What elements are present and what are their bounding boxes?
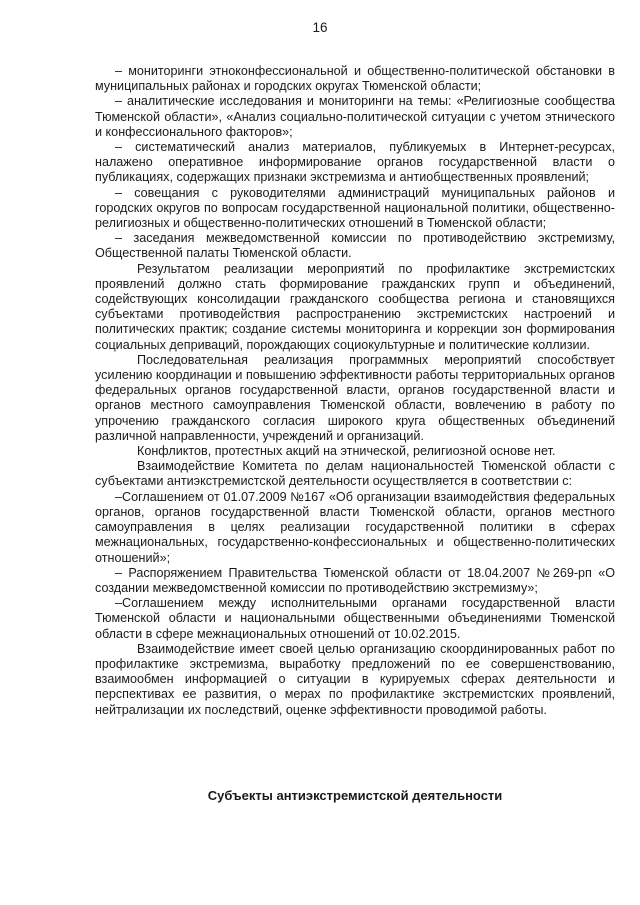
paragraph-interaction-basis: Взаимодействие Комитета по делам национальностей Тюменской области с субъектами антиэкстремистской деятельности осуществляется в соответствии с: [95, 459, 615, 489]
paragraph-implementation: Последовательная реализация программных мероприятий способствует усилению координации и повышению эффективности работы территориальных органов федеральных органов государственной власти, органов государственной власти и органов местного самоуправления Тюменской области, вовлечению в работу по упрочению гражданского согласия широкого круга общественных объединений различной направленности, учреждений и организаций. [95, 352, 615, 443]
list-item-order-2007: – Распоряжением Правительства Тюменской области от 18.04.2007 №269-рп «О создании межведомственной комиссии по противодействию экстремизму»; [95, 565, 615, 595]
section-heading: Субъекты антиэкстремистской деятельности [207, 788, 503, 803]
list-item-monitoring: – мониторинги этноконфессиональной и общественно-политической обстановки в муниципальных районах и городских округах Тюменской области; [95, 64, 615, 94]
paragraph-interaction-goal: Взаимодействие имеет своей целью организацию скоординированных работ по профилактике экстремизма, выработку предложений по ее совершенствованию, взаимообмен информацией о ситуации в курируемых сферах деятельности и перспективах ее развития, о мерах по профилактике экстремистских проявлений, нейтрализации их последствий, оценке эффективности проводимой работы. [95, 641, 615, 717]
paragraph-results: Результатом реализации мероприятий по профилактике экстремистских проявлений должно стать формирование гражданских групп и объединений, содействующих консолидации гражданского сообщества региона и становящихся субъектами противодействия распространению экстремистских настроений и политических практик; создание системы мониторинга и коррекции зон формирования социальных деприваций, порождающих социокультурные и политические коллизии. [95, 261, 615, 352]
list-item-analytics: – аналитические исследования и мониторинги на темы: «Религиозные сообщества Тюменской области», «Анализ социально-политической ситуации с учетом этнического и конфессионального факторов»; [95, 94, 615, 139]
list-item-agreement-2009: –Соглашением от 01.07.2009 №167 «Об организации взаимодействия федеральных органов, органов государственной власти Тюменской области, органов местного самоуправления в целях реализации государственной политики в сферах межнациональных, государственно-конфессиональных и общественно-политических отношений»; [95, 489, 615, 565]
paragraph-no-conflicts: Конфликтов, протестных акций на этнической, религиозной основе нет. [137, 444, 556, 459]
body-text [95, 64, 615, 718]
list-item-agreement-2015: –Соглашением между исполнительными органами государственной власти Тюменской области и национальными общественными объединениями Тюменской области в сфере межнациональных отношений от 10.02.2015. [95, 596, 615, 641]
page-number: 16 [312, 20, 328, 35]
list-item-commission: – заседания межведомственной комиссии по противодействию экстремизму, Общественной палаты Тюменской области. [95, 231, 615, 261]
list-item-meetings: – совещания с руководителями администраций муниципальных районов и городских округов по вопросам государственной национальной политики, общественно-религиозных и общественно-политических отношений в Тюменской области; [95, 185, 615, 231]
list-item-internet-analysis: – систематический анализ материалов, публикуемых в Интернет-ресурсах, налажено оперативное информирование органов государственной власти о публикациях, содержащих признаки экстремизма и антиобщественных проявлений; [95, 140, 615, 185]
